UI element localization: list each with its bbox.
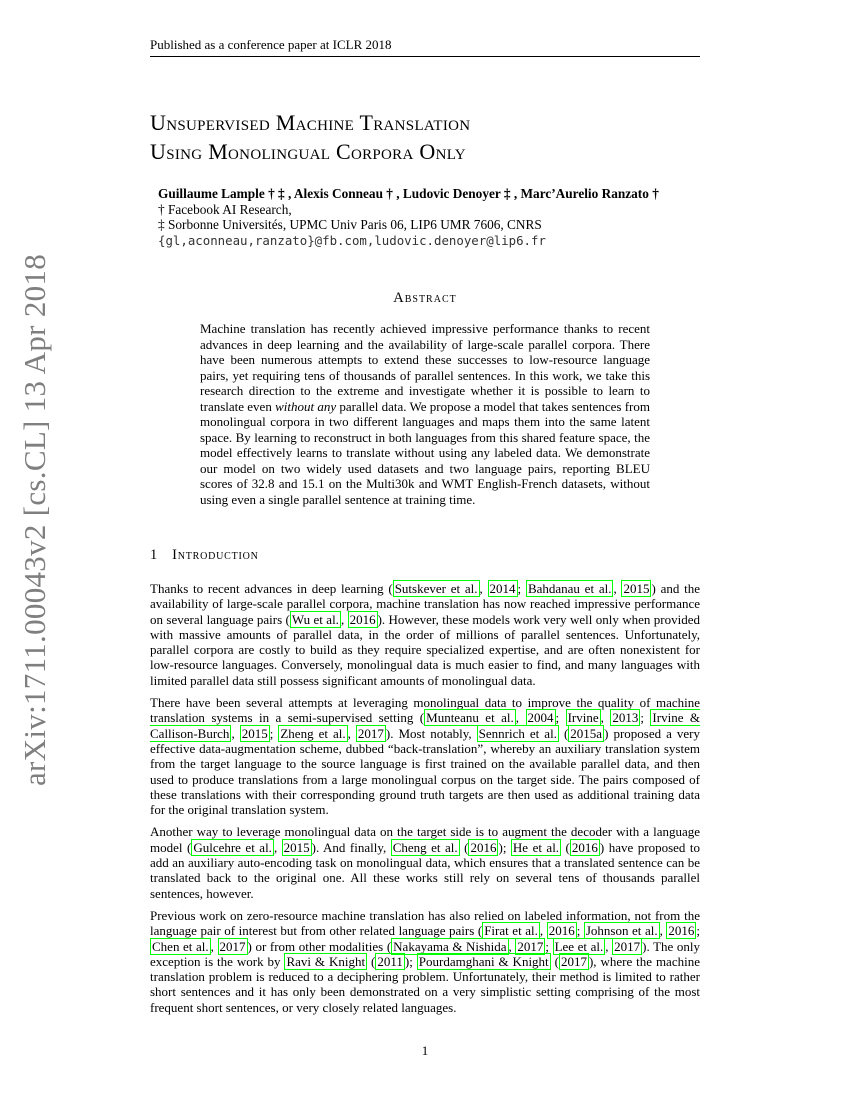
citation-link[interactable]: Irvine & Callison-Burch	[150, 710, 701, 741]
abstract-text-1: Machine translation has recently achieved impressive performance thanks to recent advances in deep learning and the availability of large-scale parallel corpora. There have been numerous attempts to extend these successes to low-resource language pairs, yet requiring tens of thousands of parallel sentences. In this work, we take this research direction to the extreme and investigate whether it is possible to learn to translate even	[200, 321, 650, 414]
section-title: Introduction	[172, 547, 259, 563]
citation-link[interactable]: Irvine	[567, 710, 599, 726]
title-line-1: Unsupervised Machine Translation	[150, 110, 471, 135]
affiliation-facebook: † Facebook AI Research,	[158, 201, 292, 217]
citation-year-link[interactable]: 2011	[377, 953, 403, 969]
citation-link[interactable]: Sennrich et al.	[478, 725, 557, 741]
page-number: 1	[421, 1043, 429, 1058]
citation-link[interactable]: Munteanu et al.	[426, 710, 514, 726]
citation-year-link[interactable]: 2015	[623, 581, 650, 596]
author-emails: {gl,aconneau,ranzato}@fb.com,ludovic.denoyer@lip6.fr	[158, 232, 546, 248]
citation-year-link[interactable]: 2017	[357, 725, 384, 741]
introduction-body	[150, 581, 700, 1022]
intro-paragraph: Previous work on zero-resource machine translation has also relied on labeled information, not from the language pair of interest but from other related language pairs ( Firat et al. , 2016 ; Johnson et al. , 2016 ; Chen et al. , 2017 ) or from other modalities ( Nakayama & Nishida , 2017 ; Lee et al. , 2017 ). The only exception is the work by Ravi & Knight ( 2011 ); Pourdamghani & Knight ( 2017 ), where the machine translation problem is reduced to a deciphering problem. Unfortunately, their method is limited to rather short sentences and it has only been demonstrated on a very simplistic setting comprising of the most frequent short sentences, or very closely related languages.	[150, 907, 701, 1015]
intro-paragraph: There have been several attempts at leveraging monolingual data to improve the quality of machine translation systems in a semi-supervised setting ( Munteanu et al. , 2004 ; Irvine , 2013 ; Irvine & Callison-Burch , 2015 ; Zheng et al. , 2017 ). Most notably, Sennrich et al. ( 2015a ) proposed a very effective data-augmentation scheme, dubbed “back-translation”, whereby an auxiliary translation system from the target language to the source language is first trained on the available parallel data, and then used to produce translations from a large monolingual corpus on the target side. The pairs composed of these translations with their corresponding ground truth targets are then used as additional training data for the original translation system.	[150, 695, 701, 818]
citation-year-link[interactable]: 2015	[241, 725, 268, 741]
citation-year-link[interactable]: 2017	[560, 953, 587, 969]
citation-year-link[interactable]: 2016	[668, 923, 695, 939]
citation-year-link[interactable]: 2017	[219, 938, 246, 954]
abstract-body	[200, 321, 650, 507]
citation-year-link[interactable]: 2017	[614, 938, 641, 954]
running-head: Published as a conference paper at ICLR 2018	[150, 37, 700, 57]
author-block	[158, 186, 718, 248]
arxiv-stamp: arXiv:1711.00043v2 [cs.CL] 13 Apr 2018	[17, 253, 52, 786]
citation-year-link[interactable]: 2017	[517, 938, 544, 954]
citation-link[interactable]: Sutskever et al.	[394, 581, 478, 596]
citation-link[interactable]: Bahdanau et al.	[527, 581, 612, 596]
citation-year-link[interactable]: 2016	[548, 923, 575, 939]
citation-year-link[interactable]: 2015a	[570, 725, 603, 741]
citation-year-link[interactable]: 2014	[489, 581, 516, 596]
abstract-text-2: parallel data. We propose a model that takes sentences from monolingual corpora in two different languages and maps them into the same latent space. By learning to reconstruct in both languages from this shared feature space, the model effectively learns to translate without using any labeled data. We demonstrate our model on two widely used datasets and two language pairs, reporting BLEU scores of 32.8 and 15.1 on the Multi30k and WMT English-French datasets, without using even a single parallel sentence at training time.	[200, 398, 650, 507]
citation-year-link[interactable]: 2004	[527, 710, 554, 726]
citation-year-link[interactable]: 2013	[612, 710, 639, 726]
paper-title	[150, 108, 470, 166]
citation-link[interactable]: Ravi & Knight	[286, 953, 366, 969]
intro-paragraph: Thanks to recent advances in deep learning ( Sutskever et al. , 2014 ; Bahdanau et al. , 2015 ) and the availability of large-scale parallel corpora, machine translation has now reached impressive performance on several language pairs ( Wu et al. , 2016 ). However, these models work very well only when provided with massive amounts of parallel data, in the order of millions of parallel sentences. Unfortunately, parallel corpora are costly to build as they require specialized expertise, and are often nonexistent for low-resource languages. Conversely, monolingual data is much easier to find, and many languages with limited parallel data still possess significant amounts of monolingual data.	[150, 581, 700, 688]
citation-link[interactable]: Lee et al.	[554, 938, 604, 954]
affiliation-sorbonne: ‡ Sorbonne Universités, UPMC Univ Paris 06, LIP6 UMR 7606, CNRS	[158, 217, 542, 233]
citation-link[interactable]: Johnson et al.	[585, 923, 658, 939]
abstract-emphasis: without any	[275, 398, 337, 414]
section-heading-introduction	[150, 547, 259, 564]
citation-year-link[interactable]: 2015	[283, 839, 310, 855]
citation-link[interactable]: Chen et al.	[152, 938, 209, 954]
citation-link[interactable]: Nakayama & Nishida	[393, 938, 507, 954]
intro-paragraph: Another way to leverage monolingual data on the target side is to augment the decoder with a language model ( Gulcehre et al. , 2015 ). And finally, Cheng et al. ( 2016 ); He et al. ( 2016 ) have proposed to add an auxiliary auto-encoding task on monolingual data, which ensures that a translated sentence can be translated back to the original one. All these works still rely on several tens of thousands parallel sentences, however.	[150, 824, 700, 901]
title-line-2: Using Monolingual Corpora Only	[150, 139, 466, 164]
citation-link[interactable]: Cheng et al.	[392, 839, 458, 855]
abstract-heading: Abstract	[393, 290, 457, 306]
citation-link[interactable]: Zheng et al.	[280, 725, 346, 741]
citation-link[interactable]: Firat et al.	[484, 923, 538, 939]
section-number: 1	[150, 547, 159, 563]
citation-link[interactable]: He et al.	[512, 839, 560, 855]
author-names: Guillaume Lample † ‡ , Alexis Conneau † , Ludovic Denoyer ‡ , Marc’Aurelio Ranzato †	[158, 186, 659, 201]
citation-link[interactable]: Pourdamghani & Knight	[418, 953, 549, 969]
citation-year-link[interactable]: 2016	[349, 611, 376, 627]
citation-year-link[interactable]: 2016	[470, 839, 497, 855]
citation-link[interactable]: Gulcehre et al.	[193, 839, 272, 855]
citation-link[interactable]: Wu et al.	[291, 611, 339, 627]
citation-year-link[interactable]: 2016	[571, 839, 598, 855]
